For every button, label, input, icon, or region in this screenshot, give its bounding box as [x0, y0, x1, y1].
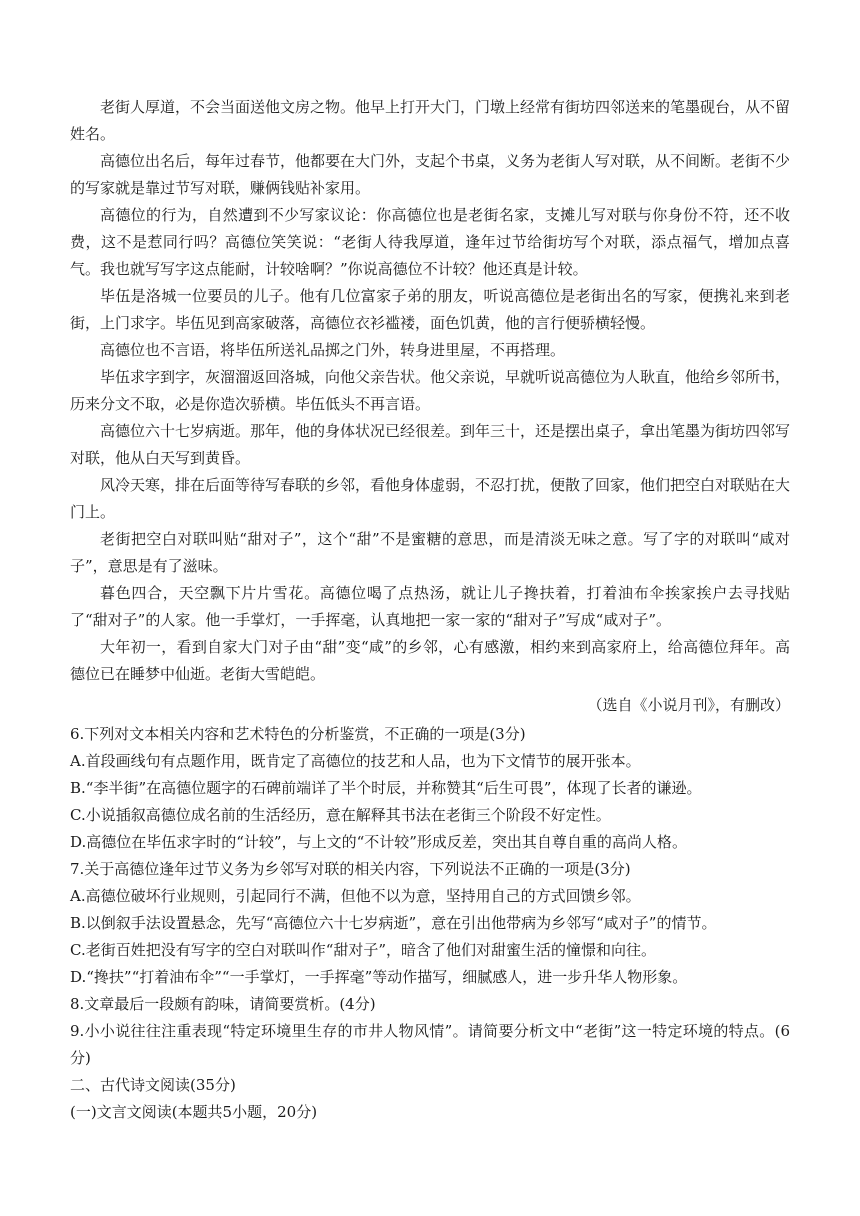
story-paragraph: 高德位出名后，每年过春节，他都要在大门外，支起个书桌，义务为老街人写对联，从不间断。老街不少的写家就是靠过节写对联，赚俩钱贴补家用。 [70, 152, 791, 197]
subsection-heading-wenyan: (一)文言文阅读(本题共5小题，20分) [70, 1103, 318, 1121]
story-paragraph: 高德位也不言语，将毕伍所送礼品掷之门外，转身进里屋，不再搭理。 [100, 341, 566, 359]
story-paragraph: 毕伍是洛城一位要员的儿子。他有几位富家子弟的朋友，听说高德位是老街出名的写家，便携礼来到老街，上门求字。毕伍见到高家破落，高德位衣衫褴褛，面色饥黄，他的言行便骄横轻慢。 [70, 287, 790, 332]
question-6-option-c: C.小说插叙高德位成名前的生活经历，意在解释其书法在老街三个阶段不好定性。 [70, 806, 611, 824]
story-paragraph: 高德位六十七岁病逝。那年，他的身体状况已经很差。到年三十，还是摆出桌子，拿出笔墨为街坊四邻写对联，他从白天写到黄昏。 [70, 422, 791, 467]
question-6-option-b: B.“李半街”在高德位题字的石碑前端详了半个时辰，并称赞其“后生可畏”，体现了长者的谦逊。 [70, 779, 702, 797]
story-paragraph: 老街人厚道，不会当面送他文房之物。他早上打开大门，门墩上经常有街坊四邻送来的笔墨砚台，从不留姓名。 [70, 98, 791, 143]
section-heading-classical: 二、古代诗文阅读(35分) [70, 1076, 236, 1094]
story-paragraph: 高德位的行为，自然遭到不少写家议论：你高德位也是老街名家，支摊儿写对联与你身份不符，还不收费，这不是惹同行吗？高德位笑笑说：“老街人待我厚道，逢年过节给街坊写个对联，添点福气，增加点喜气。我也就写写字这点能耐，计较啥啊？”你说高德位不计较？他还真是计较。 [70, 206, 790, 278]
story-paragraph: 毕伍求字到字，灰溜溜返回洛城，向他父亲告状。他父亲说，早就听说高德位为人耿直，他给乡邻所书，历来分文不取，必是你造次骄横。毕伍低头不再言语。 [70, 368, 791, 413]
question-6-stem: 6.下列对文本相关内容和艺术特色的分析鉴赏，不正确的一项是(3分) [70, 725, 526, 743]
story-paragraph: 风冷天寒，排在后面等待写春联的乡邻，看他身体虚弱，不忍打扰，便散了回家，他们把空白对联贴在大门上。 [70, 476, 791, 521]
question-8: 8.文章最后一段颇有韵味，请简要赏析。(4分) [70, 995, 376, 1013]
source-note: （选自《小说月刊》，有删改） [587, 696, 790, 714]
story-paragraph: 大年初一，看到自家大门对子由“甜”变“咸”的乡邻，心有感激，相约来到高家府上，给高德位拜年。高德位已在睡梦中仙逝。老街大雪皑皑。 [70, 638, 790, 683]
story-paragraph: 老街把空白对联叫贴“甜对子”，这个“甜”不是蜜糖的意思，而是清淡无味之意。写了字的对联叫“咸对子”，意思是有了滋味。 [70, 530, 790, 575]
question-7-option-d: D.“搀扶”“打着油布伞”“一手掌灯，一手挥毫”等动作描写，细腻感人，进一步升华人物形象。 [70, 968, 688, 986]
question-7-option-a: A.高德位破坏行业规则，引起同行不满，但他不以为意，坚持用自己的方式回馈乡邻。 [70, 887, 641, 905]
question-9: 9.小小说往往注重表现“特定环境里生存的市井人物风情”。请简要分析文中“老街”这一特定环境的特点。(6分) [70, 1022, 790, 1067]
question-section [70, 721, 790, 1126]
question-7-option-c: C.老街百姓把没有写字的空白对联叫作“甜对子”，暗含了他们对甜蜜生活的憧憬和向往。 [70, 941, 657, 959]
question-7-stem: 7.关于高德位逢年过节义务为乡邻写对联的相关内容，下列说法不正确的一项是(3分) [70, 860, 631, 878]
question-6-option-a: A.首段画线句有点题作用，既肯定了高德位的技艺和人品，也为下文情节的展开张本。 [70, 752, 641, 770]
question-6-option-d: D.高德位在毕伍求字时的“计较”，与上文的“不计较”形成反差，突出其自尊自重的高尚人格。 [70, 833, 687, 851]
story-text [70, 94, 790, 688]
question-7-option-b: B.以倒叙手法设置悬念，先写“高德位六十七岁病逝”，意在引出他带病为乡邻写“咸对子”的情节。 [70, 914, 717, 932]
story-paragraph: 暮色四合，天空飘下片片雪花。高德位喝了点热汤，就让儿子搀扶着，打着油布伞挨家挨户去寻找贴了“甜对子”的人家。他一手掌灯，一手挥毫，认真地把一家一家的“甜对子”写成“咸对子”。 [70, 584, 790, 629]
